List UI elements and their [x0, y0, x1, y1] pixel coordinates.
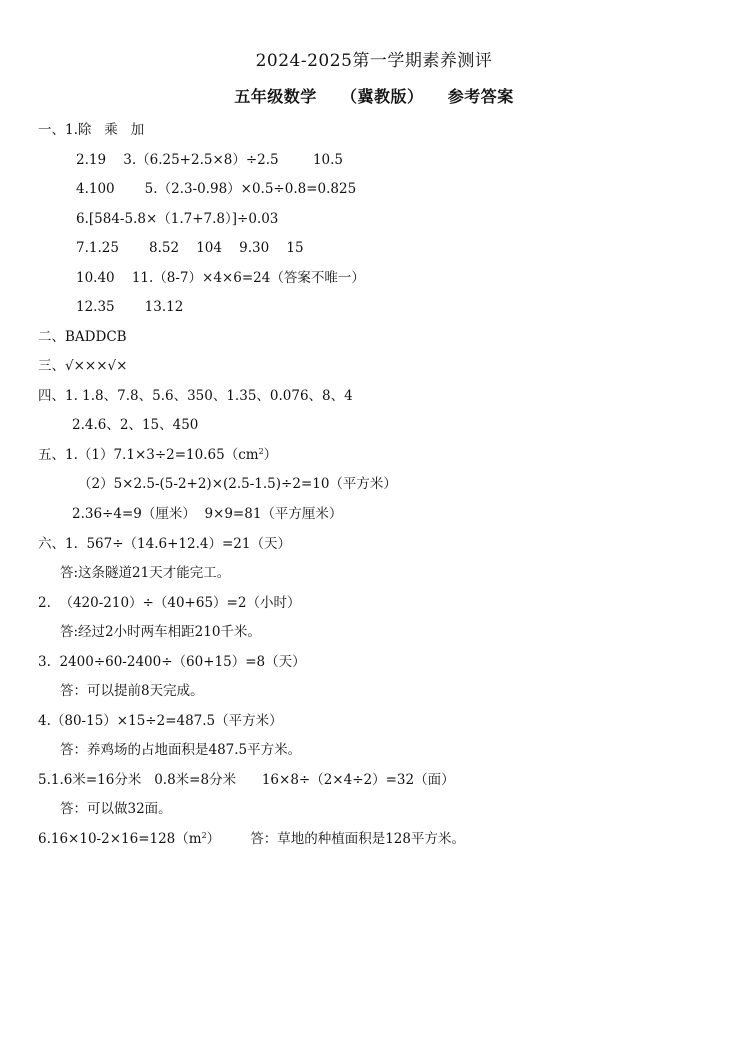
section-3-answers: 三、√×××√× — [38, 358, 128, 374]
section-5-line-1-end: ） — [263, 447, 278, 463]
section-5-line-3: 2.36÷4=9（厘米） 9×9=81（平方厘米） — [72, 506, 343, 522]
page-title: 2024-2025第一学期素养测评 — [255, 51, 493, 71]
section-1-line-5: 7.1.25 8.52 104 9.30 15 — [76, 240, 304, 256]
section-4-line-1: 四、1. 1.8、7.8、5.6、350、1.35、0.076、8、4 — [38, 388, 353, 404]
section-1-line-2: 2.19 3.（6.25+2.5×8）÷2.5 10.5 — [76, 152, 344, 168]
section-6-question-3: 3. 2400÷60-2400÷（60+15）=8（天） — [38, 654, 306, 670]
section-5-line-1-text: 五、1.（1）7.1×3÷2=10.65（cm — [38, 447, 259, 463]
section-6-answer-2: 答:经过2小时两车相距210千米。 — [60, 624, 261, 640]
section-6-question-6-end: ） 答：草地的种植面积是128平方米。 — [206, 831, 465, 847]
section-6-question-1: 六、1. 567÷（14.6+12.4）=21（天） — [38, 536, 291, 552]
section-5-line-1 — [38, 446, 277, 464]
section-1-line-7: 12.35 13.12 — [76, 299, 184, 315]
section-5-line-2: （2）5×2.5-(5-2+2)×(2.5-1.5)÷2=10（平方米） — [78, 476, 397, 492]
section-6-answer-1: 答:这条隧道21天才能完工。 — [60, 565, 231, 581]
section-4-line-2: 2.4.6、2、15、450 — [72, 417, 199, 433]
section-6-question-6 — [38, 830, 465, 848]
section-2-answers: 二、BADDCB — [38, 329, 127, 345]
page-subtitle: 五年级数学 （冀教版） 参考答案 — [234, 87, 514, 106]
section-6-question-5: 5.1.6米=16分米 0.8米=8分米 16×8÷（2×4÷2）=32（面） — [38, 772, 455, 788]
section-6-answer-4: 答：养鸡场的占地面积是487.5平方米。 — [60, 742, 302, 758]
section-1-line-6: 10.40 11.（8-7）×4×6=24（答案不唯一） — [76, 270, 365, 286]
section-6-question-2: 2. （420-210）÷（40+65）=2（小时） — [38, 595, 301, 611]
section-6-answer-3: 答：可以提前8天完成。 — [60, 683, 204, 699]
section-1-line-1: 一、1.除 乘 加 — [38, 122, 145, 138]
section-1-line-4: 6.[584-5.8×（1.7+7.8）]÷0.03 — [76, 211, 279, 227]
section-6-question-6-text: 6.16×10-2×16=128（m — [38, 831, 202, 847]
section-1-line-3: 4.100 5.（2.3-0.98）×0.5÷0.8=0.825 — [76, 181, 357, 197]
section-6-question-4: 4.（80-15）×15÷2=487.5（平方米） — [38, 713, 283, 729]
superscript: 2 — [258, 447, 264, 456]
superscript: 2 — [201, 831, 207, 840]
section-6-answer-5: 答：可以做32面。 — [60, 801, 172, 817]
